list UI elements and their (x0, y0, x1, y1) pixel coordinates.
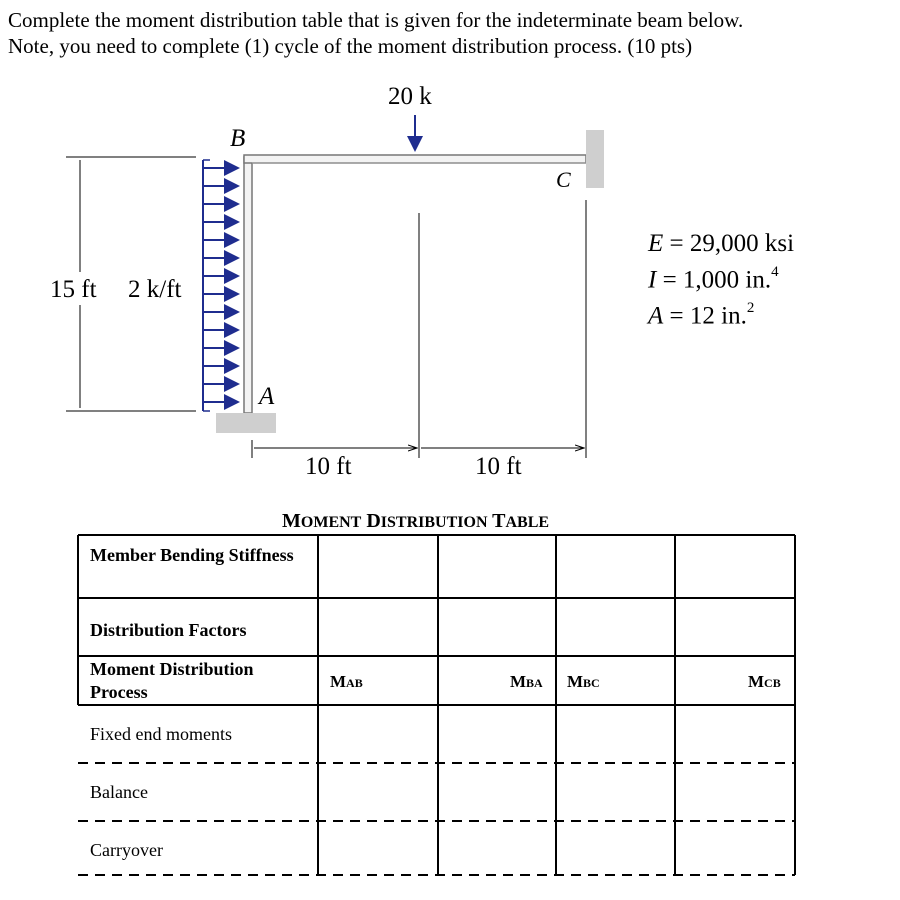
distributed-load-label: 2 k/ft (128, 276, 182, 303)
prop-e: E = 29,000 ksi (648, 230, 795, 257)
row-balance-label: Balance (90, 782, 148, 802)
node-c-label: C (556, 167, 571, 192)
prop-a: A = 12 in.$^2$ (648, 300, 755, 330)
col-mbc-label: MBC (567, 672, 600, 691)
node-a-label: A (259, 383, 275, 410)
row-fixed-end-moments-label: Fixed end moments (90, 724, 232, 744)
prop-i: I = 1,000 in.$^4$ (648, 264, 779, 294)
table-solid-lines (78, 535, 795, 875)
row-process-label: Moment Distribution Process (90, 659, 254, 702)
col-mcb-label: MCB (748, 672, 781, 691)
col-mba-label: MBA (510, 672, 543, 691)
row-distribution-factors-label: Distribution Factors (90, 620, 247, 640)
span-2-label: 10 ft (475, 453, 522, 480)
question-line-2: Note, you need to complete (1) cycle of the moment distribution process. (10 pts) (8, 34, 693, 58)
row-carryover-label: Carryover (90, 840, 163, 860)
table-title: MOMENT DISTRIBUTION TABLE (282, 510, 550, 532)
node-b-label: B (230, 125, 246, 152)
col-mab-label: MAB (330, 672, 363, 691)
table-dashed-lines (78, 763, 795, 875)
question-line-1: Complete the moment distribution table that is given for the indeterminate beam below. (8, 8, 744, 32)
point-load-label: 20 k (388, 83, 432, 110)
row-stiffness-label: Member Bending Stiffness (90, 545, 294, 565)
height-label: 15 ft (50, 276, 97, 303)
span-1-label: 10 ft (305, 453, 352, 480)
